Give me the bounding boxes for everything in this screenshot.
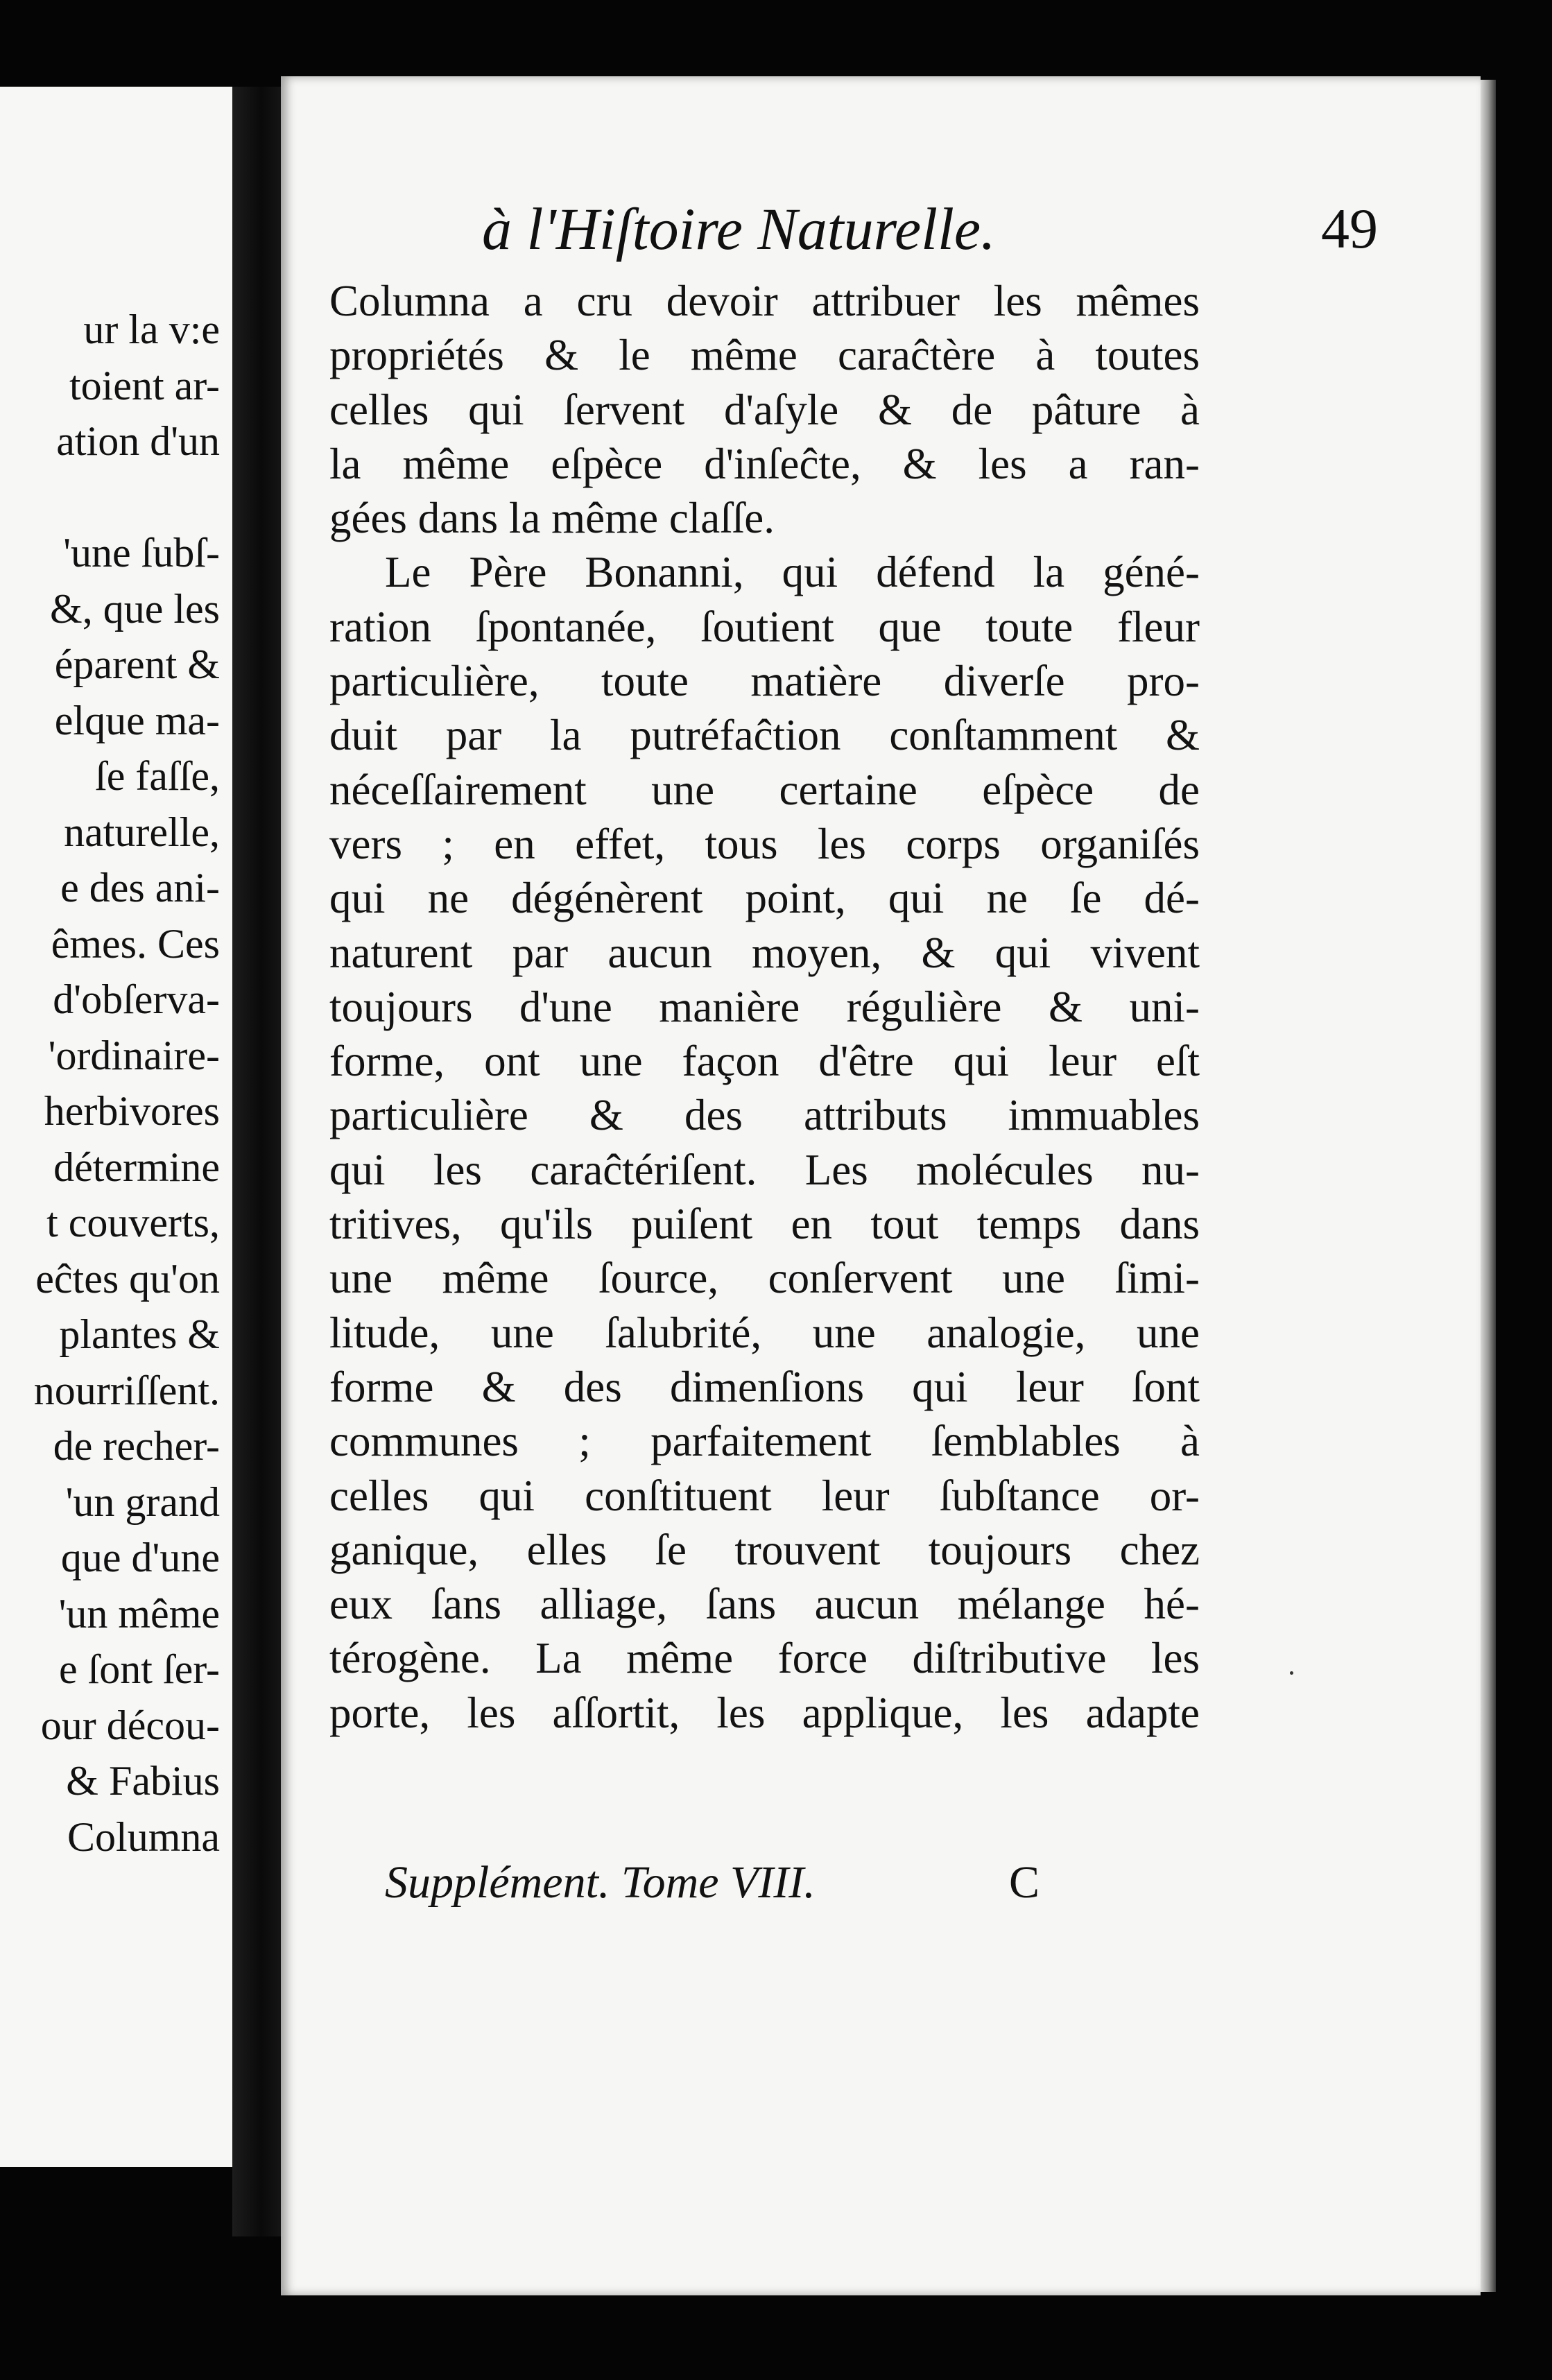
left-line: toient ar-	[69, 362, 220, 408]
text-line: porte, les aſſortit, les applique, les adapte	[329, 1688, 1200, 1737]
signature-text: Supplément. Tome VIII.	[385, 1857, 816, 1908]
text-line: particulière, toute matière diverſe pro-	[329, 657, 1200, 706]
left-line: t couverts,	[46, 1200, 220, 1245]
running-head	[482, 191, 1453, 267]
text-line: propriétés & le même caraĉtère à toutes	[329, 331, 1200, 380]
text-line: Le Père Bonanni, qui défend la géné-	[385, 548, 1200, 597]
left-line: 'ordinaire-	[48, 1032, 220, 1078]
left-line: elque ma-	[54, 697, 220, 743]
text-line: forme, ont une façon d'être qui leur eſt	[329, 1037, 1200, 1086]
left-line: naturelle,	[64, 809, 220, 855]
page-number: 49	[1321, 197, 1378, 260]
text-line: vers ; en effet, tous les corps organiſés	[329, 819, 1200, 868]
signature-mark: C	[1009, 1857, 1040, 1908]
left-line: ation d'un	[56, 418, 220, 464]
left-line: eĉtes qu'on	[35, 1255, 220, 1302]
left-line: 'un grand	[65, 1478, 220, 1525]
left-line: herbivores	[44, 1088, 220, 1134]
signature-line	[385, 1848, 1113, 1917]
text-line: particulière & des attributs immuables	[329, 1091, 1200, 1140]
page-fore-edge	[1481, 80, 1496, 2292]
left-line: détermine	[53, 1144, 220, 1190]
text-line: celles qui ſervent d'aſyle & de pâture à	[329, 385, 1200, 434]
text-line: néceſſairement une certaine eſpèce de	[329, 765, 1200, 814]
text-line: ration ſpontanée, ſoutient que toute fleur	[329, 602, 1200, 651]
left-line: ſe faſſe,	[95, 753, 220, 799]
left-line: Columna	[67, 1813, 220, 1860]
text-line: qui ne dégénèrent point, qui ne ſe dé-	[329, 874, 1200, 923]
text-line: duit par la putréfaĉtion conſtamment &	[329, 711, 1200, 760]
left-line	[0, 469, 220, 526]
book-gutter	[232, 87, 281, 2236]
text-line: toujours d'une manière régulière & uni-	[329, 982, 1200, 1031]
left-page-text	[0, 302, 220, 1865]
left-line: e des ani-	[60, 865, 220, 911]
paper-speck	[1290, 1671, 1293, 1675]
text-line: tritives, qu'ils puiſent en tout temps dans	[329, 1200, 1200, 1249]
text-line: gées dans la même claſſe.	[329, 494, 775, 543]
left-line: our décou-	[40, 1702, 220, 1748]
text-line: naturent par aucun moyen, & qui vivent	[329, 928, 1200, 977]
left-line: que d'une	[60, 1535, 220, 1580]
left-line: ur la v:e	[83, 307, 220, 352]
text-line: térogène. La même force diſtributive les	[329, 1634, 1200, 1683]
text-line: une même ſource, conſervent une ſimi-	[329, 1254, 1200, 1303]
text-line: forme & des dimenſions qui leur ſont	[329, 1362, 1200, 1411]
left-line: plantes &	[59, 1311, 220, 1357]
text-line: Columna a cru devoir attribuer les mêmes	[329, 277, 1200, 325]
left-line: nourriſſent.	[33, 1367, 220, 1413]
text-line: qui les caraĉtériſent. Les molécules nu-	[329, 1145, 1200, 1194]
right-page	[281, 76, 1481, 2295]
left-line: êmes. Ces	[51, 920, 220, 967]
left-line: éparent &	[54, 641, 220, 687]
text-line: litude, une ſalubrité, une analogie, une	[329, 1308, 1200, 1357]
left-page	[0, 87, 236, 2167]
left-line: &, que les	[50, 585, 220, 632]
text-line: celles qui conſtituent leur ſubſtance or-	[329, 1471, 1200, 1520]
left-line: de recher-	[53, 1423, 220, 1469]
left-line: d'obſerva-	[53, 976, 220, 1022]
left-line: 'une ſubſ-	[63, 530, 220, 576]
left-line: & Fabius	[66, 1758, 220, 1804]
text-line: communes ; parfaitement ſemblables à	[329, 1417, 1200, 1466]
text-line: la même eſpèce d'inſeĉte, & les a ran-	[329, 439, 1200, 488]
body-text	[329, 274, 1200, 1740]
text-line: ganique, elles ſe trouvent toujours chez	[329, 1525, 1200, 1574]
left-line: 'un même	[58, 1590, 220, 1637]
text-line: eux ſans alliage, ſans aucun mélange hé-	[329, 1580, 1200, 1629]
left-line: e ſont ſer-	[58, 1646, 220, 1692]
running-head-title: à l'Hiſtoire Naturelle.	[482, 196, 996, 262]
